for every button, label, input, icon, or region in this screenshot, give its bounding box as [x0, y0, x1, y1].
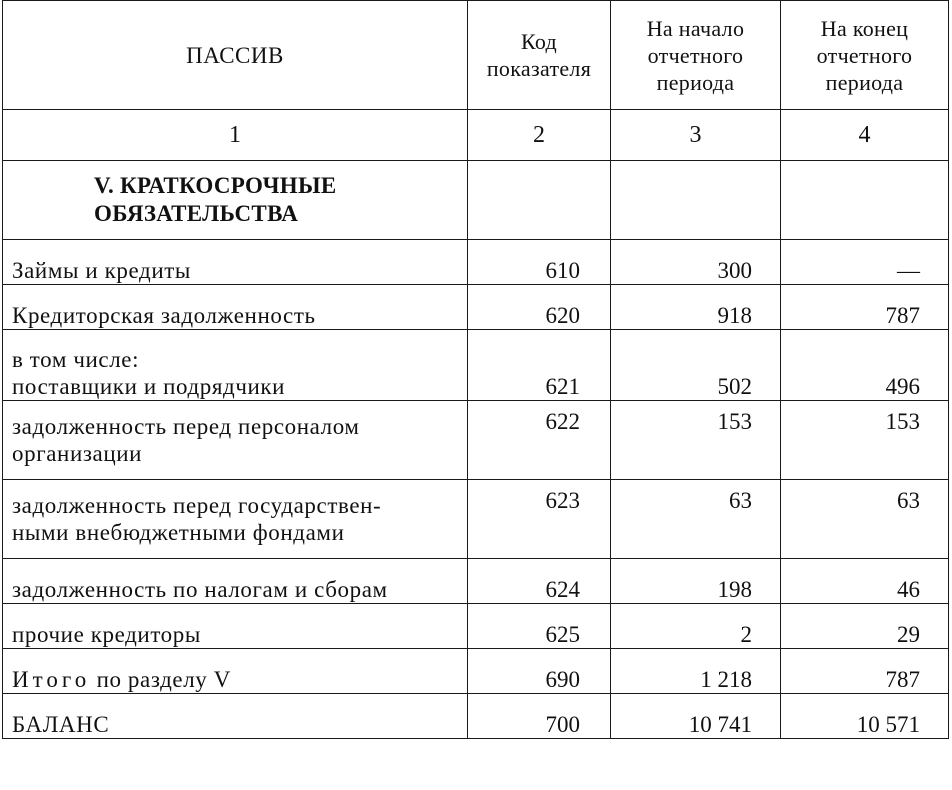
table-row-balance — [3, 694, 949, 739]
header-end-line3: периода — [825, 69, 904, 95]
row-start-value: 63 — [611, 480, 781, 559]
row-start-value: 1 218 — [611, 649, 781, 694]
row-end-value: 46 — [781, 559, 949, 604]
row-code: 621 — [468, 330, 611, 401]
row-label — [3, 240, 468, 285]
header-code — [468, 1, 611, 110]
table-row — [3, 401, 949, 480]
table-row — [3, 240, 949, 285]
section-title — [3, 161, 468, 240]
row-end-value: 63 — [781, 480, 949, 559]
header-end-line2: отчетного — [816, 42, 913, 68]
column-number: 3 — [611, 110, 781, 161]
row-label-line1: Займы и кредиты — [12, 258, 191, 283]
header-end-line1: На конец — [820, 15, 909, 41]
column-number: 2 — [468, 110, 611, 161]
row-start-value: 502 — [611, 330, 781, 401]
row-label — [3, 401, 468, 480]
row-start-value: 918 — [611, 285, 781, 330]
header-end-period — [781, 1, 949, 110]
row-end-value: 496 — [781, 330, 949, 401]
row-start-value: 2 — [611, 604, 781, 649]
header-liabilities: ПАССИВ — [3, 1, 468, 110]
table-row — [3, 480, 949, 559]
row-start-value: 10 741 — [611, 694, 781, 739]
header-code-line1: Код — [520, 29, 558, 54]
section-title-line2: ОБЯЗАТЕЛЬСТВА — [94, 201, 299, 226]
row-label-line1: задолженность перед персоналом — [12, 414, 360, 439]
row-label — [3, 649, 468, 694]
header-start-line1: На начало — [646, 15, 745, 41]
row-code: 620 — [468, 285, 611, 330]
balance-liabilities-table — [2, 0, 949, 739]
table-row — [3, 559, 949, 604]
row-end-value: 29 — [781, 604, 949, 649]
row-label — [3, 694, 468, 739]
section-header-row — [3, 161, 949, 240]
empty-cell — [468, 161, 611, 240]
row-label-total-word: Итого — [12, 667, 91, 692]
row-label — [3, 330, 468, 401]
row-end-value: 787 — [781, 285, 949, 330]
table-row — [3, 604, 949, 649]
column-number: 4 — [781, 110, 949, 161]
row-code: 690 — [468, 649, 611, 694]
row-label — [3, 480, 468, 559]
row-start-value: 153 — [611, 401, 781, 480]
row-label-line2: поставщики и подрядчики — [12, 374, 286, 399]
row-label-line1: прочие кредиторы — [12, 622, 201, 647]
empty-cell — [781, 161, 949, 240]
header-start-period — [611, 1, 781, 110]
table-row — [3, 285, 949, 330]
empty-cell — [611, 161, 781, 240]
column-number: 1 — [3, 110, 468, 161]
table-row — [3, 330, 949, 401]
row-label-line1: в том числе: — [12, 347, 140, 372]
row-start-value: 198 — [611, 559, 781, 604]
row-label — [3, 285, 468, 330]
row-label-line1: задолженность по налогам и сборам — [12, 577, 388, 602]
row-label-line2: ными внебюджетными фондами — [12, 520, 345, 545]
section-title-line1: V. КРАТКОСРОЧНЫЕ — [94, 173, 337, 198]
row-label-line1: Кредиторская задолженность — [12, 303, 316, 328]
header-start-line3: периода — [656, 69, 735, 95]
row-code: 623 — [468, 480, 611, 559]
header-code-line2: показателя — [486, 56, 592, 81]
row-code: 622 — [468, 401, 611, 480]
row-start-value: 300 — [611, 240, 781, 285]
row-code: 700 — [468, 694, 611, 739]
row-end-value: — — [781, 240, 949, 285]
header-start-line2: отчетного — [647, 42, 744, 68]
row-label — [3, 604, 468, 649]
row-end-value: 10 571 — [781, 694, 949, 739]
row-label-line2: организации — [12, 441, 143, 466]
row-code: 610 — [468, 240, 611, 285]
column-number-row — [3, 110, 949, 161]
row-code: 625 — [468, 604, 611, 649]
row-label-line1: задолженность перед государствен- — [12, 493, 382, 518]
row-label-total-rest: по разделу V — [90, 667, 231, 692]
header-row — [3, 1, 949, 110]
row-end-value: 787 — [781, 649, 949, 694]
row-label — [3, 559, 468, 604]
row-end-value: 153 — [781, 401, 949, 480]
row-label-line1: БАЛАНС — [12, 712, 110, 737]
row-code: 624 — [468, 559, 611, 604]
table-row-total — [3, 649, 949, 694]
